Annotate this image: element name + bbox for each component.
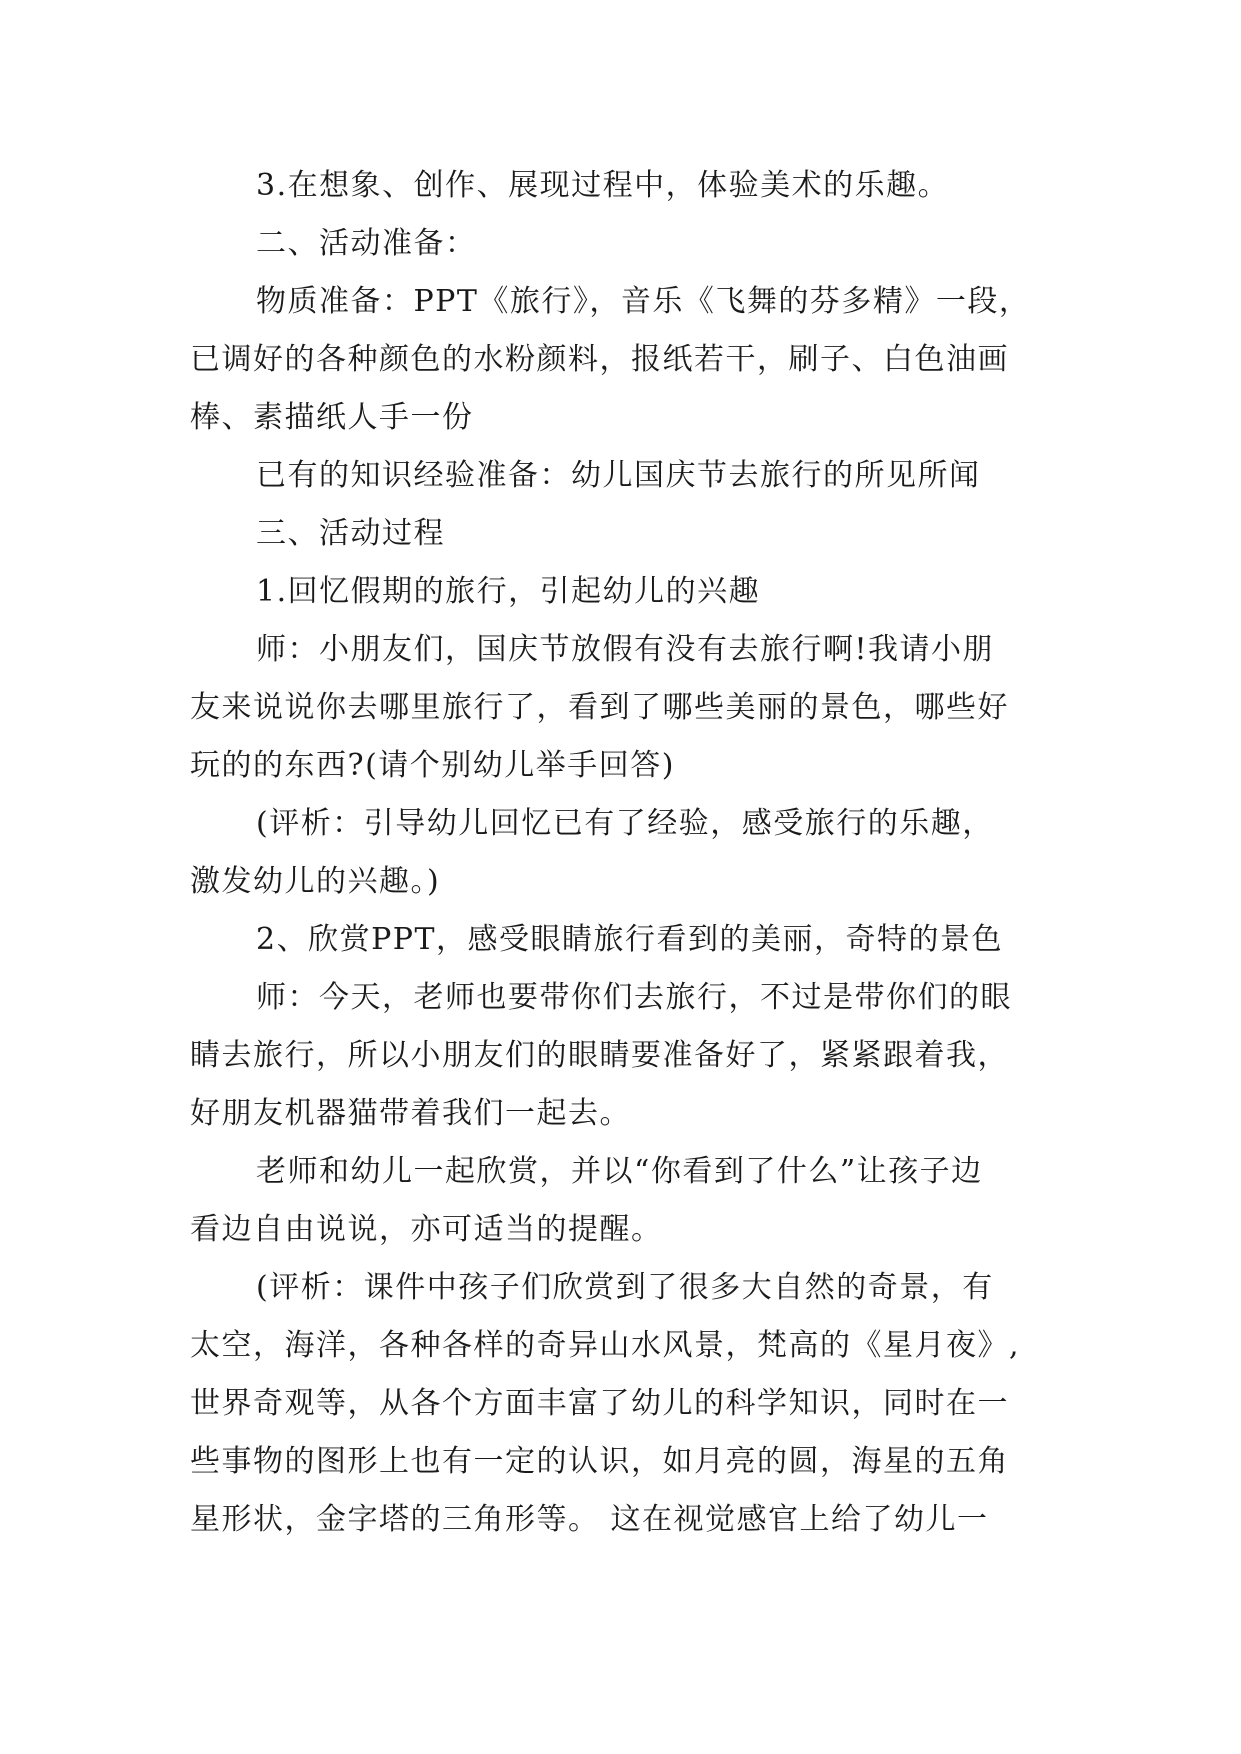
section-heading-process: 三、活动过程 xyxy=(256,516,445,551)
appreciation-line-1: 老师和幼儿一起欣赏，并以“你看到了什么”让孩子边 xyxy=(256,1154,983,1189)
material-prep-line-2: 已调好的各种颜色的水粉颜料，报纸若干，刷子、白色油画 xyxy=(190,342,1009,377)
teacher-speech-1-line-3: 玩的的东西?(请个别幼儿举手回答) xyxy=(190,748,675,783)
step-1-heading: 1.回忆假期的旅行，引起幼儿的兴趣 xyxy=(256,574,761,609)
teacher-speech-2-line-1: 师：今天，老师也要带你们去旅行，不过是带你们的眼 xyxy=(256,980,1012,1015)
commentary-2-line-4: 些事物的图形上也有一定的认识，如月亮的圆，海星的五角 xyxy=(190,1444,1009,1479)
commentary-2-line-5: 星形状，金字塔的三角形等。 这在视觉感官上给了幼儿一 xyxy=(190,1502,989,1537)
section-heading-preparation: 二、活动准备： xyxy=(256,226,477,261)
objective-3-line: 3.在想象、创作、展现过程中，体验美术的乐趣。 xyxy=(256,168,950,203)
commentary-1-line-1: (评析：引导幼儿回忆已有了经验，感受旅行的乐趣， xyxy=(256,806,994,841)
teacher-speech-2-line-3: 好朋友机器猫带着我们一起去。 xyxy=(190,1096,631,1131)
commentary-2-line-2: 太空，海洋，各种各样的奇异山水风景，梵高的《星月夜》, xyxy=(190,1328,1021,1363)
teacher-speech-2-line-2: 睛去旅行，所以小朋友们的眼睛要准备好了，紧紧跟着我， xyxy=(190,1038,1009,1073)
commentary-1-line-2: 激发幼儿的兴趣。) xyxy=(190,864,441,899)
material-prep-line-3: 棒、素描纸人手一份 xyxy=(190,400,474,435)
step-2-heading: 2、欣赏PPT，感受眼睛旅行看到的美丽，奇特的景色 xyxy=(256,922,1003,957)
commentary-2-line-3: 世界奇观等，从各个方面丰富了幼儿的科学知识，同时在一 xyxy=(190,1386,1009,1421)
teacher-speech-1-line-2: 友来说说你去哪里旅行了，看到了哪些美丽的景色，哪些好 xyxy=(190,690,1009,725)
commentary-2-line-1: (评析：课件中孩子们欣赏到了很多大自然的奇景，有 xyxy=(256,1270,994,1305)
material-prep-line-1: 物质准备：PPT《旅行》，音乐《飞舞的芬多精》一段， xyxy=(256,284,1031,319)
teacher-speech-1-line-1: 师：小朋友们，国庆节放假有没有去旅行啊!我请小朋 xyxy=(256,632,995,667)
appreciation-line-2: 看边自由说说，亦可适当的提醒。 xyxy=(190,1212,663,1247)
knowledge-prep-line: 已有的知识经验准备：幼儿国庆节去旅行的所见所闻 xyxy=(256,458,981,493)
